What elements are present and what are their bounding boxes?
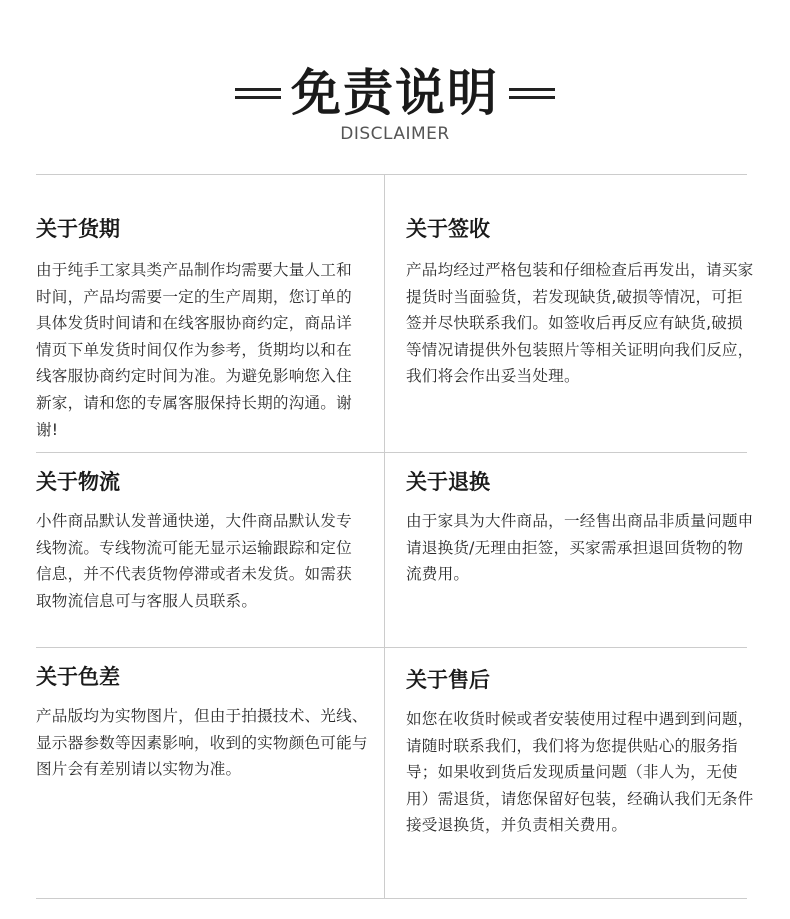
section-body: 产品版均为实物图片，但由于拍摄技术、光线、显示器参数等因素影响，收到的实物颜色可能与图片会有差别请以实物为准。	[36, 707, 368, 779]
section-title: 关于签收	[406, 217, 490, 241]
page-subtitle: DISCLAIMER	[340, 124, 450, 144]
section-body: 由于家具为大件商品，一经售出商品非质量问题申请退换货/无理由拒签，买家需承担退回货物的物流费用。	[406, 512, 754, 584]
section-body: 小件商品默认发普通快递，大件商品默认发专线物流。专线物流可能无显示运输跟踪和定位信息，并不代表货物停滞或者未发货。如需获取物流信息可与客服人员联系。	[36, 512, 352, 610]
section-title: 关于物流	[36, 470, 120, 494]
title-left-decoration	[235, 88, 281, 99]
section-title: 关于色差	[36, 665, 120, 689]
section-after-sales	[406, 665, 754, 839]
section-body: 由于纯手工家具类产品制作均需要大量人工和时间，产品均需要一定的生产周期，您订单的具体发货时间请和在线客服协商约定，商品详情页下单发货时间仅作为参考，货期均以和在线客服协商约定时间为准。为避免影响您入住新家，请和您的专属客服保持长期的沟通。谢谢!	[36, 261, 352, 439]
section-returns	[406, 467, 756, 588]
section-title: 关于退换	[406, 470, 490, 494]
title-row	[0, 58, 790, 128]
divider-top	[36, 174, 747, 175]
divider-vertical	[384, 174, 385, 899]
page-title: 免责说明	[291, 64, 499, 122]
page-header	[0, 58, 790, 158]
section-receipt	[406, 214, 754, 390]
divider-row-2	[36, 647, 747, 648]
title-right-decoration	[509, 88, 555, 99]
section-color-difference	[36, 662, 371, 783]
section-logistics	[36, 467, 366, 614]
section-title: 关于售后	[406, 668, 490, 692]
section-body: 如您在收货时候或者安装使用过程中遇到到问题，请随时联系我们，我们将为您提供贴心的服务指导；如果收到货后发现质量问题（非人为，无使用）需退货，请您保留好包装，经确认我们无条件接受退换货，并负责相关费用。	[406, 710, 754, 835]
divider-row-1	[36, 452, 747, 453]
divider-bottom	[36, 898, 747, 899]
section-body: 产品均经过严格包装和仔细检查后再发出，请买家提货时当面验货，若发现缺货,破损等情况，可拒签并尽快联系我们。如签收后再反应有缺货,破损等情况请提供外包装照片等相关证明向我们反应，我们将会作出妥当处理。	[406, 261, 754, 386]
section-title: 关于货期	[36, 217, 120, 241]
section-delivery-time	[36, 214, 366, 443]
